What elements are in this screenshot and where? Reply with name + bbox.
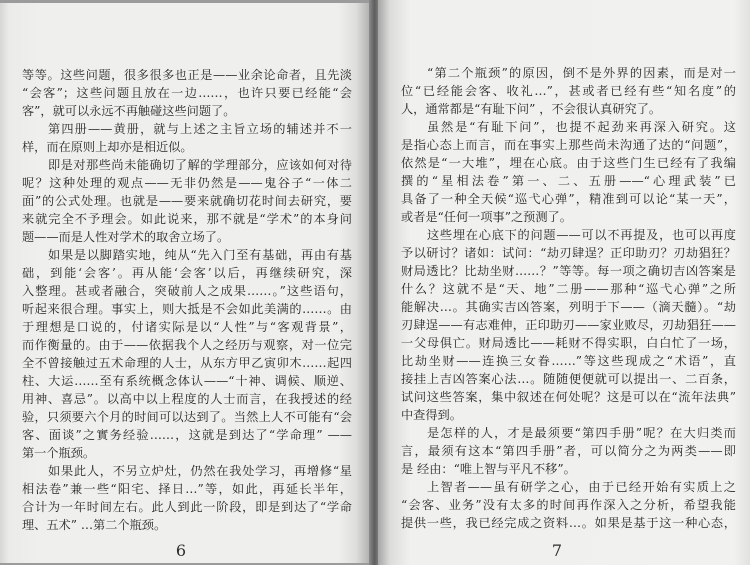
text-line: 予以研讨？诸如：试问：“劫刃肆逞？正印助刃？刃劫猖狂？	[401, 246, 736, 260]
text-line: 等等。这些问题，很多很多也正是——业余论命者，且先淡	[22, 68, 352, 82]
text-line: “第二个瓶颈”的原因，倒不是外界的因素，而是对一	[427, 66, 736, 80]
text-line: 或者是“任何一项事”之预测了。	[401, 210, 572, 224]
text-line: 这些埋在心底下的问题——可以不再提及，也可以再度	[427, 228, 736, 242]
text-line: 来就完全不予理会。如此说来，那不就是“学术”的本身问	[22, 212, 352, 226]
text-line: 第一个瓶颈。	[22, 446, 96, 460]
text-line: “会客”；这些问题且放在一边……，也许只要已经能“会	[22, 86, 352, 100]
text-line: 具备了一种全天候“巡弋心弹”，精准到可以论“某一天”，	[401, 192, 736, 206]
text-line: 如果此人，不另立炉灶，仍然在我处学习，再增修“星	[48, 464, 352, 478]
paragraph	[22, 462, 352, 534]
text-line: “会客、业务”没有太多的时间再作深入之分析，希望我能	[401, 498, 736, 512]
paragraph	[22, 66, 352, 120]
page-number: 7	[551, 541, 563, 560]
text-line: 是 经由：“唯上智与平凡不移”。	[401, 462, 576, 476]
paragraph	[22, 246, 352, 462]
text-line: 人，通常都是“有耻下问” ，不会很认真研究了。	[401, 102, 662, 116]
paragraph	[401, 424, 736, 478]
text-line: 刃肆逞——有志难伸，正印助刃——家业败尽，刃劫猖狂——	[401, 318, 736, 332]
text-line: 是怎样的人，才是最须要“第四手册”呢？在大归类而	[427, 426, 736, 440]
text-line: 入整理。甚或者融合，突破前人之成果……。”这些语句，	[22, 284, 352, 298]
left-page	[0, 3, 372, 563]
text-line: 理、五术” …第二个瓶颈。	[22, 518, 167, 532]
text-line: 客”，就可以永远不再触碰这些问题了。	[22, 104, 236, 118]
text-line: 依然是“一大堆”，埋在心底。由于这些门生已经有了我编	[401, 156, 736, 170]
text-line: 客、面谈”之實务经验……，这就是到达了“学命理” ——	[22, 428, 352, 442]
paragraph	[401, 478, 736, 532]
text-line: 础，到能‘会客’。再从能‘会客’以后，再继续研究，深	[22, 266, 352, 280]
text-line: 撰的“星相法卷”第一、二、五册——“心理武装”已	[401, 174, 736, 188]
text-line: 财局透比？比劫坐财……？”等等。每一项之确切吉凶答案是	[401, 264, 736, 278]
paragraph	[401, 226, 736, 424]
text-line: 面”的公式处理。也就是——要来就确切花时间去研究，要	[22, 194, 352, 208]
text-line: 于理想是口说的，付诸实际是以“人性”与“客观背景”，	[22, 320, 352, 334]
text-line: 如果是以脚踏实地，纯从“先入门至有基础，再由有基	[48, 248, 352, 262]
paragraph	[22, 156, 352, 246]
text-line: 位“已经能会客、收礼…”，甚或者已经有些“知名度”的	[401, 84, 736, 98]
text-line: 即是对那些尚未能确切了解的学理部分，应该如何对待	[48, 158, 352, 172]
text-line: 样，而在原则上却亦是相近似。	[22, 140, 193, 154]
right-page-text	[401, 64, 736, 532]
page-number: 6	[175, 541, 187, 560]
text-line: 比劫坐财——连换三女眷……”等这些现成之“术语”，直	[401, 354, 736, 368]
text-line: 提供一些，我已经完成之资料…。如果是基于这一种心态，	[401, 516, 736, 530]
text-line: 柱、大运……至有系统概念体认——“十神、调候、顺逆、	[22, 374, 352, 388]
text-line: 听起来很合理。事实上，则大抵是不会如此美满的……。由	[22, 302, 352, 316]
text-line: 用神、喜忌”。以高中以上程度的人士而言，在我授述的经	[22, 392, 352, 406]
text-line: 上智者——虽有研学之心，由于已经开始有实质上之	[427, 480, 736, 494]
text-line: 虽然是“有耻下问”，也提不起劲来再深入研究。这	[427, 120, 736, 134]
text-line: 是指心态上而言，而在事实上那些尚未沟通了达的“问题”，	[401, 138, 736, 152]
text-line: 言，最须有这本“第四手册”者，可以简分之为两类——即	[401, 444, 736, 458]
text-line: 全不曾接触过五术命理的人士，从东方甲乙寅卯木……起四	[22, 356, 352, 370]
text-line: 一父母俱亡。财局透比——耗财不得实职，白白忙了一场，	[401, 336, 736, 350]
left-page-text	[22, 66, 352, 534]
text-line: 呢？这种处理的观点——无非仍然是——鬼谷子“一体二	[22, 176, 352, 190]
text-line: 验，只须要六个月的时间可以达到了。当然上人不可能有“会	[22, 410, 352, 424]
text-line: 中查得到。	[401, 408, 462, 422]
text-line: 题——而是人性对学术的取舍立场了。	[22, 230, 230, 244]
text-line: 什么？这就不是“天、地”二册——那种“巡弋心弹”之所	[401, 282, 736, 296]
text-line: 而作衡量的。由于——依据我个人之经历与观察，对一位完	[22, 338, 352, 352]
text-line: 相法卷”兼一些“阳宅、择日…”等，如此，再延长半年，	[22, 482, 352, 496]
paragraph	[22, 120, 352, 156]
right-page	[378, 0, 750, 565]
text-line: 能解决…。其确实吉凶答案，列明于下——（滴天髓）。“劫	[401, 300, 736, 314]
text-line: 合计为一年时间左右。此人到此一阶段，即是到达了“学命	[22, 500, 352, 514]
paragraph	[401, 118, 736, 226]
text-line: 接挂上吉凶答案心法…。随随便便就可以提出一、二百条，	[401, 372, 736, 386]
paragraph	[401, 64, 736, 118]
text-line: 试问这些答案，集中叙述在何处呢？这是可以在“流年法典”	[401, 390, 736, 404]
text-line: 第四册——黄册，就与上述之主旨立场的辅述并不一	[48, 122, 352, 136]
